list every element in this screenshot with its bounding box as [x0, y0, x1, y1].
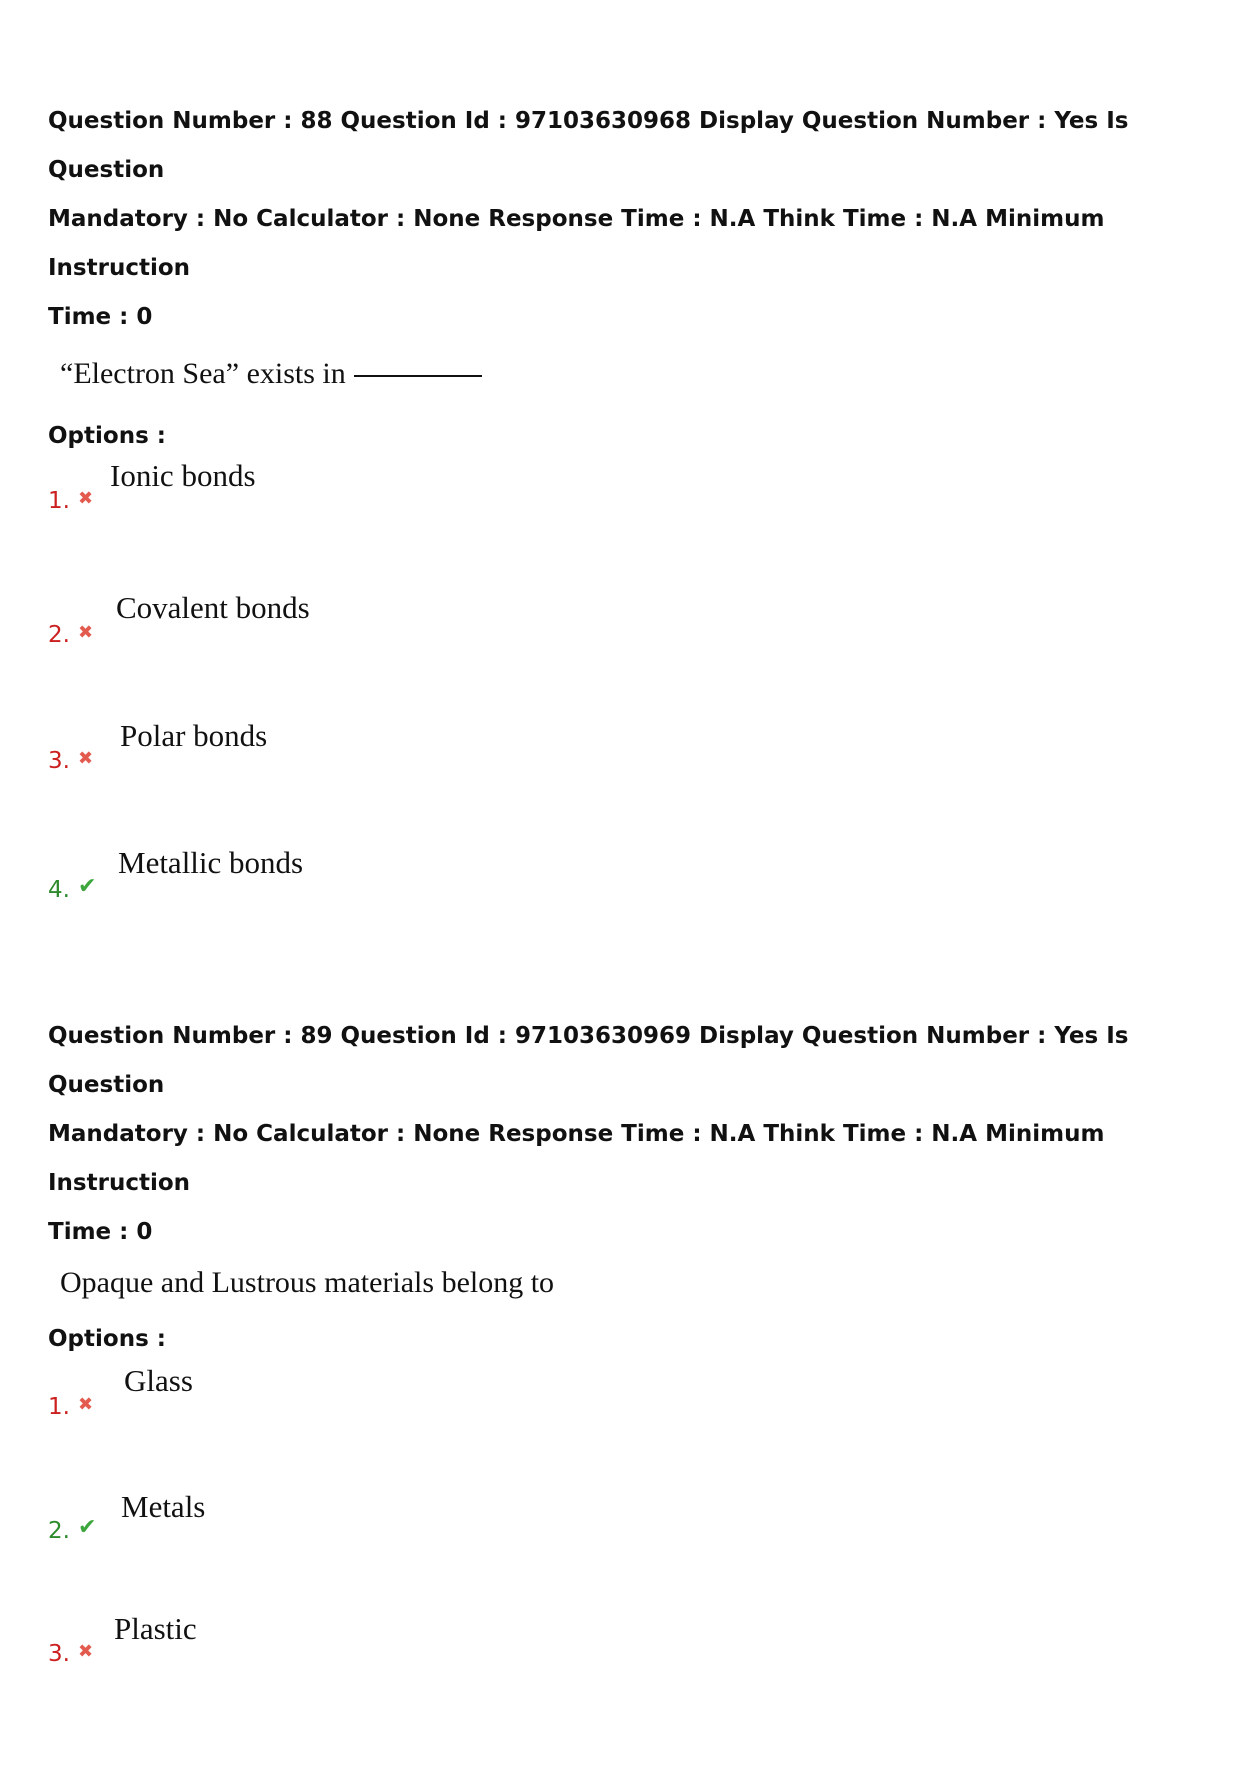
question-meta-line: Mandatory : No Calculator : None Response Time : N.A Think Time : N.A Minimum Instruction — [48, 206, 1105, 281]
option-text: Polar bonds — [120, 718, 268, 753]
question-stem-text: Opaque and Lustrous materials belong to — [60, 1266, 555, 1299]
options-list — [48, 456, 1208, 1008]
option-text: Metallic bonds — [118, 845, 304, 880]
option-number: 4. — [48, 877, 70, 903]
option-item — [48, 1611, 1208, 1770]
option-text: Metals — [121, 1489, 206, 1524]
question-meta-line: Question Number : 89 Question Id : 97103630969 Display Question Number : Yes Is Question — [48, 1023, 1129, 1098]
option-number: 2. — [48, 622, 70, 648]
options-list — [48, 1359, 1208, 1770]
option-number: 3. — [48, 1641, 70, 1667]
cross-icon: ✖ — [78, 1641, 94, 1662]
question-stem — [60, 1263, 1208, 1303]
check-icon: ✔ — [78, 874, 97, 899]
question-block-89 — [48, 1012, 1208, 1770]
option-number: 1. — [48, 488, 70, 514]
fill-in-blank — [354, 375, 482, 377]
question-meta-line: Question Number : 88 Question Id : 97103630968 Display Question Number : Yes Is Question — [48, 108, 1129, 183]
check-icon: ✔ — [78, 1515, 97, 1540]
option-item — [48, 845, 1208, 1008]
option-number: 3. — [48, 748, 70, 774]
option-text: Covalent bonds — [116, 590, 310, 625]
cross-icon: ✖ — [78, 488, 94, 509]
options-label: Options : — [48, 1326, 166, 1352]
option-text: Ionic bonds — [110, 458, 256, 493]
question-meta-line: Mandatory : No Calculator : None Response Time : N.A Think Time : N.A Minimum Instruction — [48, 1121, 1105, 1196]
question-meta-line: Time : 0 — [48, 1219, 153, 1245]
option-text: Plastic — [114, 1611, 197, 1646]
option-text: Glass — [124, 1363, 193, 1398]
question-stem — [60, 354, 1208, 394]
option-number: 2. — [48, 1518, 70, 1544]
cross-icon: ✖ — [78, 1394, 94, 1415]
options-label: Options : — [48, 423, 166, 449]
question-stem-text: “Electron Sea” exists in — [60, 357, 346, 390]
option-item — [48, 1489, 1208, 1633]
cross-icon: ✖ — [78, 748, 94, 769]
cross-icon: ✖ — [78, 622, 94, 643]
option-item — [48, 1359, 1208, 1496]
option-number: 1. — [48, 1394, 70, 1420]
question-block-88 — [48, 97, 1208, 1008]
option-item — [48, 590, 1208, 732]
question-meta-line: Time : 0 — [48, 304, 153, 330]
option-item — [48, 456, 1208, 594]
